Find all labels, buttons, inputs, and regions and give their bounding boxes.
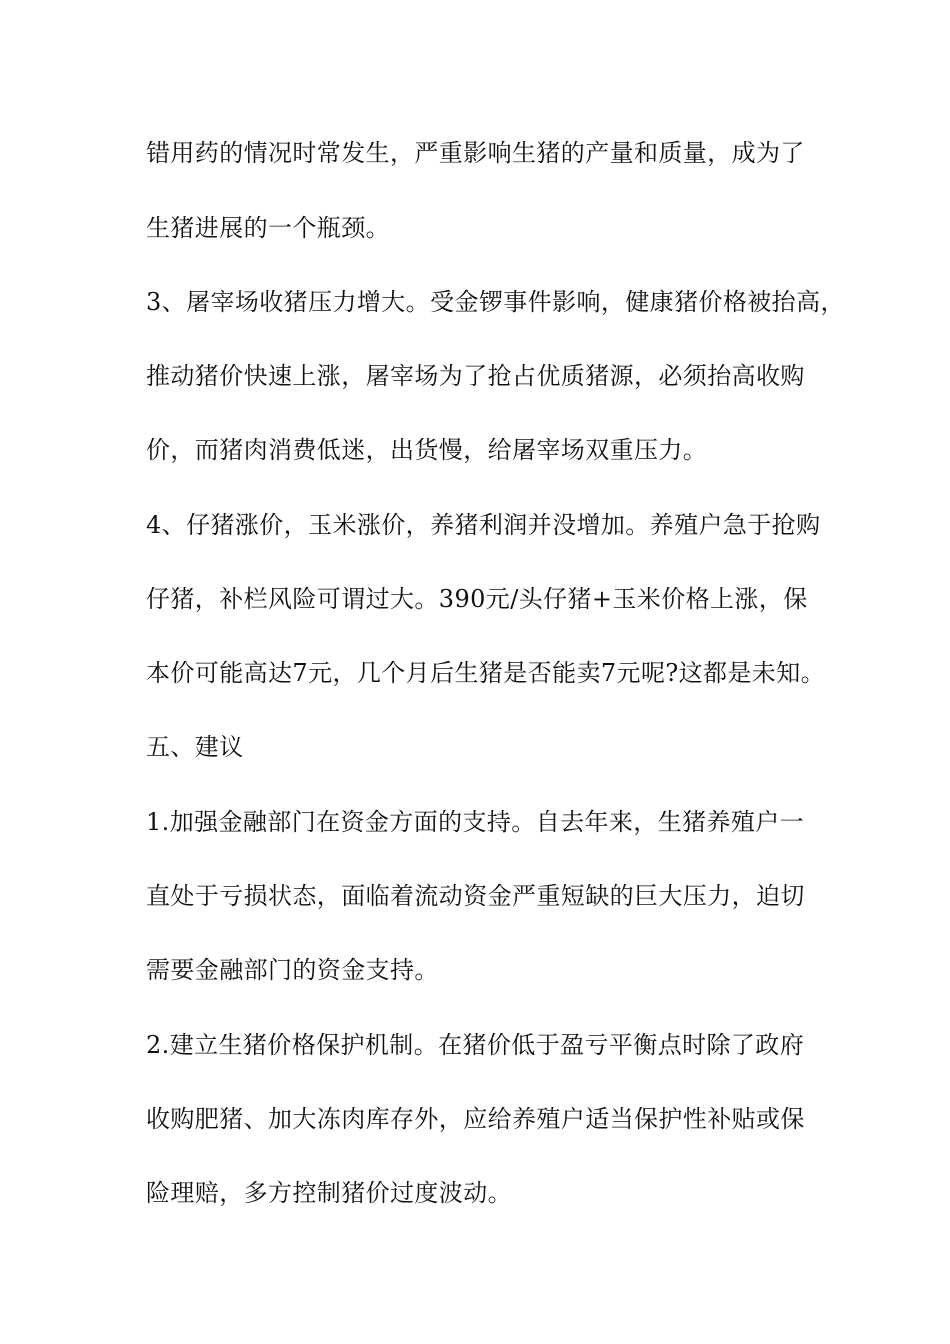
text-line: 本价可能高达7元，几个月后生猪是否能卖7元呢?这都是未知。 (146, 659, 826, 687)
text-line: 收购肥猪、加大冻肉库存外，应给养殖户适当保护性补贴或保 (146, 1105, 805, 1133)
text-line: 推动猪价快速上涨，屠宰场为了抢占优质猪源，必须抬高收购 (146, 362, 805, 390)
recommendation-2: 2.建立生猪价格保护机制。在猪价低于盈亏平衡点时除了政府 (146, 1031, 805, 1059)
section-item-4: 4、仔猪涨价，玉米涨价，养猪利润并没增加。养殖户急于抢购 (146, 511, 821, 539)
text-line: 生猪进展的一个瓶颈。 (146, 214, 390, 242)
section-item-3: 3、屠宰场收猪压力增大。受金锣事件影响，健康猪价格被抬高， (146, 288, 845, 316)
text-line: 价，而猪肉消费低迷，出货慢，给屠宰场双重压力。 (146, 436, 708, 464)
text-line: 险理赔，多方控制猪价过度波动。 (146, 1179, 512, 1207)
section-heading: 五、建议 (146, 733, 244, 761)
text-line: 需要金融部门的资金支持。 (146, 956, 439, 984)
recommendation-1: 1.加强金融部门在资金方面的支持。自去年来，生猪养殖户一 (146, 808, 805, 836)
text-line: 错用药的情况时常发生，严重影响生猪的产量和质量，成为了 (146, 139, 805, 167)
text-line: 仔猪，补栏风险可谓过大。390元/头仔猪+玉米价格上涨，保 (146, 585, 808, 613)
text-line: 直处于亏损状态，面临着流动资金严重短缺的巨大压力，迫切 (146, 882, 805, 910)
